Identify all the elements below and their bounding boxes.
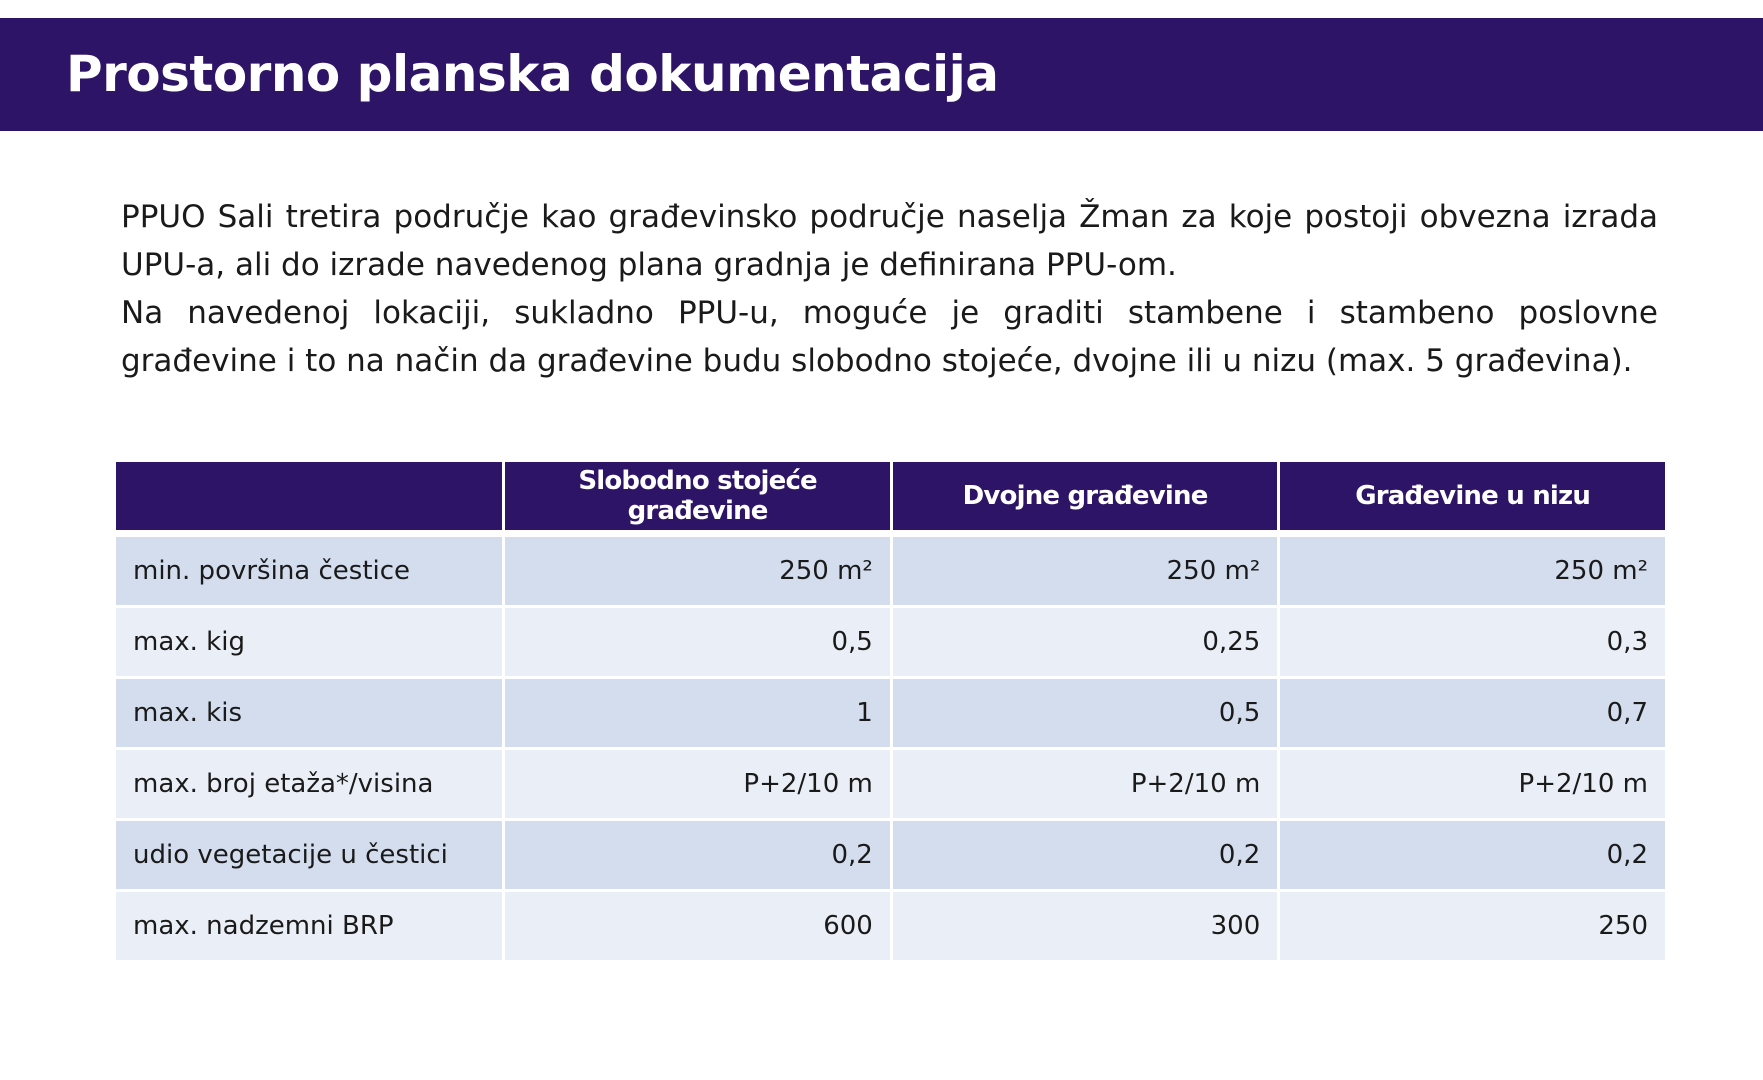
table-cell: 250 (1280, 892, 1665, 960)
page-title: Prostorno planska dokumentacija (66, 45, 999, 103)
table-cell: 0,5 (893, 679, 1277, 747)
intro-paragraph-1: PPUO Sali tretira područje kao građevinsko područje naselja Žman za koje postoji obvezna izrada UPU-a, ali do izrade navedenog plana gradnja je definirana PPU-om. (121, 199, 1658, 283)
table-row (116, 892, 1665, 960)
header-cell-dvojne: Dvojne građevine (893, 462, 1277, 534)
row-label: udio vegetacije u čestici (116, 821, 502, 889)
table-cell: 600 (505, 892, 889, 960)
parameters-table (113, 459, 1668, 963)
header-cell-slobodno-stojece: Slobodno stojeće građevine (505, 462, 889, 534)
table-cell: 250 m² (893, 537, 1277, 605)
table-cell: 0,25 (893, 608, 1277, 676)
row-label: min. površina čestice (116, 537, 502, 605)
table-cell: P+2/10 m (1280, 750, 1665, 818)
header-cell-u-nizu: Građevine u nizu (1280, 462, 1665, 534)
table-cell: 1 (505, 679, 889, 747)
row-label: max. broj etaža*/visina (116, 750, 502, 818)
header-cell-empty (116, 462, 502, 534)
row-label: max. kis (116, 679, 502, 747)
table-cell: 0,2 (1280, 821, 1665, 889)
table-cell: P+2/10 m (893, 750, 1277, 818)
table-row (116, 679, 1665, 747)
table-row (116, 821, 1665, 889)
table-cell: 250 m² (505, 537, 889, 605)
row-label: max. kig (116, 608, 502, 676)
table-row (116, 750, 1665, 818)
table-header-row (116, 462, 1665, 534)
table-cell: 0,5 (505, 608, 889, 676)
table-cell: P+2/10 m (505, 750, 889, 818)
table-cell: 250 m² (1280, 537, 1665, 605)
row-label: max. nadzemni BRP (116, 892, 502, 960)
table-row (116, 537, 1665, 605)
table-cell: 0,2 (893, 821, 1277, 889)
intro-text (121, 193, 1658, 385)
table-cell: 0,7 (1280, 679, 1665, 747)
table-cell: 0,3 (1280, 608, 1665, 676)
table-row (116, 608, 1665, 676)
table-cell: 300 (893, 892, 1277, 960)
table-cell: 0,2 (505, 821, 889, 889)
intro-paragraph-2: Na navedenoj lokaciji, sukladno PPU-u, moguće je graditi stambene i stambeno poslovne građevine i to na način da građevine budu slobodno stojeće, dvojne ili u nizu (max. 5 građevina). (121, 295, 1658, 379)
